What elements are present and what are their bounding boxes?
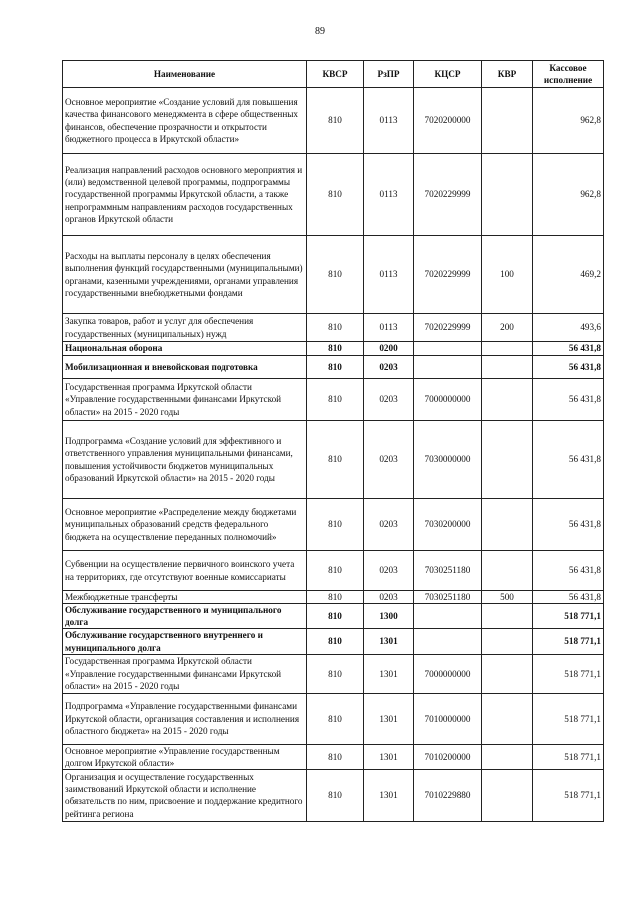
- row-rzpr-cell: 1301: [364, 744, 414, 769]
- row-rzpr-cell: 1301: [364, 629, 414, 654]
- row-rzpr-cell: 0200: [364, 342, 414, 356]
- row-kcsr-cell: [414, 356, 482, 379]
- row-name-cell: Основное мероприятие «Распределение между бюджетами муниципальных образований средств федерального бюджета на осуществление переданных полномочий»: [63, 499, 307, 551]
- row-kvsr-cell: 810: [307, 744, 364, 769]
- row-amount-cell: 518 771,1: [533, 604, 604, 629]
- row-rzpr-cell: 0203: [364, 379, 414, 421]
- row-kvr-cell: 500: [482, 591, 533, 604]
- table-row: [63, 314, 604, 342]
- row-kvsr-cell: 810: [307, 342, 364, 356]
- row-amount-cell: 493,6: [533, 314, 604, 342]
- row-kvr-cell: [482, 421, 533, 499]
- page-number: 89: [315, 26, 325, 37]
- row-rzpr-cell: 0203: [364, 421, 414, 499]
- row-kvr-cell: [482, 693, 533, 744]
- table-row: [63, 499, 604, 551]
- row-kcsr-cell: 7020229999: [414, 154, 482, 236]
- row-name-cell: Государственная программа Иркутской области «Управление государственными финансами Иркутской области» на 2015 - 2020 годы: [63, 654, 307, 693]
- row-kvr-cell: [482, 379, 533, 421]
- row-kcsr-cell: 7030251180: [414, 551, 482, 591]
- row-rzpr-cell: 0203: [364, 499, 414, 551]
- table-row: [63, 421, 604, 499]
- row-amount-cell: 518 771,1: [533, 744, 604, 769]
- row-amount-cell: 56 431,8: [533, 499, 604, 551]
- table-row: [63, 591, 604, 604]
- row-name-cell: Основное мероприятие «Управление государственным долгом Иркутской области»: [63, 744, 307, 769]
- table-row: [63, 236, 604, 314]
- table-row: [63, 342, 604, 356]
- row-kvr-cell: [482, 551, 533, 591]
- row-name-cell: Обслуживание государственного и муниципального долга: [63, 604, 307, 629]
- row-rzpr-cell: 0113: [364, 314, 414, 342]
- row-kvsr-cell: 810: [307, 421, 364, 499]
- row-rzpr-cell: 1301: [364, 693, 414, 744]
- row-kcsr-cell: 7010200000: [414, 744, 482, 769]
- row-kvsr-cell: 810: [307, 769, 364, 821]
- row-name-cell: Национальная оборона: [63, 342, 307, 356]
- row-rzpr-cell: 1301: [364, 654, 414, 693]
- row-kvsr-cell: 810: [307, 629, 364, 654]
- row-kcsr-cell: 7020229999: [414, 314, 482, 342]
- row-kvsr-cell: 810: [307, 604, 364, 629]
- header-rzpr: РзПР: [364, 61, 414, 88]
- row-kcsr-cell: 7020229999: [414, 236, 482, 314]
- row-amount-cell: 56 431,8: [533, 551, 604, 591]
- row-name-cell: Организация и осуществление государственных заимствований Иркутской области и исполнение обязательств по ним, присвоение и поддержание кредитного рейтинга региона: [63, 769, 307, 821]
- row-name-cell: Государственная программа Иркутской области «Управление государственными финансами Иркутской области» на 2015 - 2020 годы: [63, 379, 307, 421]
- row-kvr-cell: [482, 604, 533, 629]
- row-kvr-cell: [482, 744, 533, 769]
- row-amount-cell: 469,2: [533, 236, 604, 314]
- table-header-row: [63, 61, 604, 88]
- row-name-cell: Подпрограмма «Создание условий для эффективного и ответственного управления муниципальными финансами, повышения устойчивости бюджетов муниципальных образований Иркутской области» на 2015 - 2020 годы: [63, 421, 307, 499]
- table-row: [63, 693, 604, 744]
- row-kcsr-cell: [414, 604, 482, 629]
- table-row: [63, 629, 604, 654]
- row-kcsr-cell: 7030000000: [414, 421, 482, 499]
- budget-execution-table: [62, 60, 604, 822]
- header-kvr: КВР: [482, 61, 533, 88]
- table-row: [63, 356, 604, 379]
- row-name-cell: Реализация направлений расходов основного мероприятия и (или) ведомственной целевой программы, подпрограммы государственной программы Иркутской области, а также непрограммным направлениям расходов государственных органов Иркутской области: [63, 154, 307, 236]
- row-name-cell: Мобилизационная и вневойсковая подготовка: [63, 356, 307, 379]
- row-name-cell: Подпрограмма «Управление государственными финансами Иркутской области, организация составления и исполнения областного бюджета» на 2015 - 2020 годы: [63, 693, 307, 744]
- table-row: [63, 379, 604, 421]
- row-kvsr-cell: 810: [307, 88, 364, 154]
- row-kvr-cell: 200: [482, 314, 533, 342]
- header-amount: Кассовое исполнение: [533, 61, 604, 88]
- table-row: [63, 604, 604, 629]
- row-amount-cell: 518 771,1: [533, 629, 604, 654]
- row-kvr-cell: [482, 342, 533, 356]
- table-row: [63, 654, 604, 693]
- row-kvr-cell: [482, 654, 533, 693]
- row-kvsr-cell: 810: [307, 314, 364, 342]
- row-kcsr-cell: 7010229880: [414, 769, 482, 821]
- row-amount-cell: 962,8: [533, 154, 604, 236]
- row-amount-cell: 56 431,8: [533, 591, 604, 604]
- table-row: [63, 154, 604, 236]
- row-kcsr-cell: 7000000000: [414, 379, 482, 421]
- row-name-cell: Субвенции на осуществление первичного воинского учета на территориях, где отсутствуют военные комиссариаты: [63, 551, 307, 591]
- row-kcsr-cell: [414, 342, 482, 356]
- row-amount-cell: 518 771,1: [533, 654, 604, 693]
- row-name-cell: Закупка товаров, работ и услуг для обеспечения государственных (муниципальных) нужд: [63, 314, 307, 342]
- row-rzpr-cell: 1301: [364, 769, 414, 821]
- row-rzpr-cell: 0203: [364, 551, 414, 591]
- table-row: [63, 551, 604, 591]
- table-row: [63, 769, 604, 821]
- table-row: [63, 88, 604, 154]
- table-row: [63, 744, 604, 769]
- row-name-cell: Основное мероприятие «Создание условий для повышения качества финансового менеджмента в сфере общественных финансов, обеспечение прозрачности и открытости бюджетного процесса в Иркутской области»: [63, 88, 307, 154]
- row-amount-cell: 962,8: [533, 88, 604, 154]
- header-kcsr: КЦСР: [414, 61, 482, 88]
- row-kvr-cell: [482, 769, 533, 821]
- row-kcsr-cell: 7000000000: [414, 654, 482, 693]
- row-name-cell: Расходы на выплаты персоналу в целях обеспечения выполнения функций государственными (муниципальными) органами, казенными учреждениями, органами управления государственными внебюджетными фондами: [63, 236, 307, 314]
- row-kcsr-cell: 7020200000: [414, 88, 482, 154]
- row-kcsr-cell: [414, 629, 482, 654]
- row-name-cell: Обслуживание государственного внутреннего и муниципального долга: [63, 629, 307, 654]
- row-kvr-cell: [482, 629, 533, 654]
- row-kvr-cell: 100: [482, 236, 533, 314]
- row-kvsr-cell: 810: [307, 379, 364, 421]
- row-amount-cell: 518 771,1: [533, 769, 604, 821]
- row-kvsr-cell: 810: [307, 499, 364, 551]
- row-kvr-cell: [482, 154, 533, 236]
- row-amount-cell: 518 771,1: [533, 693, 604, 744]
- row-amount-cell: 56 431,8: [533, 421, 604, 499]
- row-kcsr-cell: 7030200000: [414, 499, 482, 551]
- row-rzpr-cell: 0203: [364, 591, 414, 604]
- row-kvsr-cell: 810: [307, 591, 364, 604]
- header-name: Наименование: [63, 61, 307, 88]
- header-kvsr: КВСР: [307, 61, 364, 88]
- table-body: [63, 88, 604, 822]
- row-rzpr-cell: 0203: [364, 356, 414, 379]
- row-kcsr-cell: 7030251180: [414, 591, 482, 604]
- row-kvsr-cell: 810: [307, 654, 364, 693]
- row-kvr-cell: [482, 499, 533, 551]
- row-rzpr-cell: 0113: [364, 236, 414, 314]
- row-kvsr-cell: 810: [307, 154, 364, 236]
- row-name-cell: Межбюджетные трансферты: [63, 591, 307, 604]
- row-kvsr-cell: 810: [307, 356, 364, 379]
- row-kcsr-cell: 7010000000: [414, 693, 482, 744]
- row-rzpr-cell: 0113: [364, 154, 414, 236]
- row-kvr-cell: [482, 356, 533, 379]
- row-kvsr-cell: 810: [307, 693, 364, 744]
- row-kvsr-cell: 810: [307, 551, 364, 591]
- row-kvsr-cell: 810: [307, 236, 364, 314]
- row-rzpr-cell: 1300: [364, 604, 414, 629]
- row-amount-cell: 56 431,8: [533, 356, 604, 379]
- row-amount-cell: 56 431,8: [533, 379, 604, 421]
- row-rzpr-cell: 0113: [364, 88, 414, 154]
- row-kvr-cell: [482, 88, 533, 154]
- row-amount-cell: 56 431,8: [533, 342, 604, 356]
